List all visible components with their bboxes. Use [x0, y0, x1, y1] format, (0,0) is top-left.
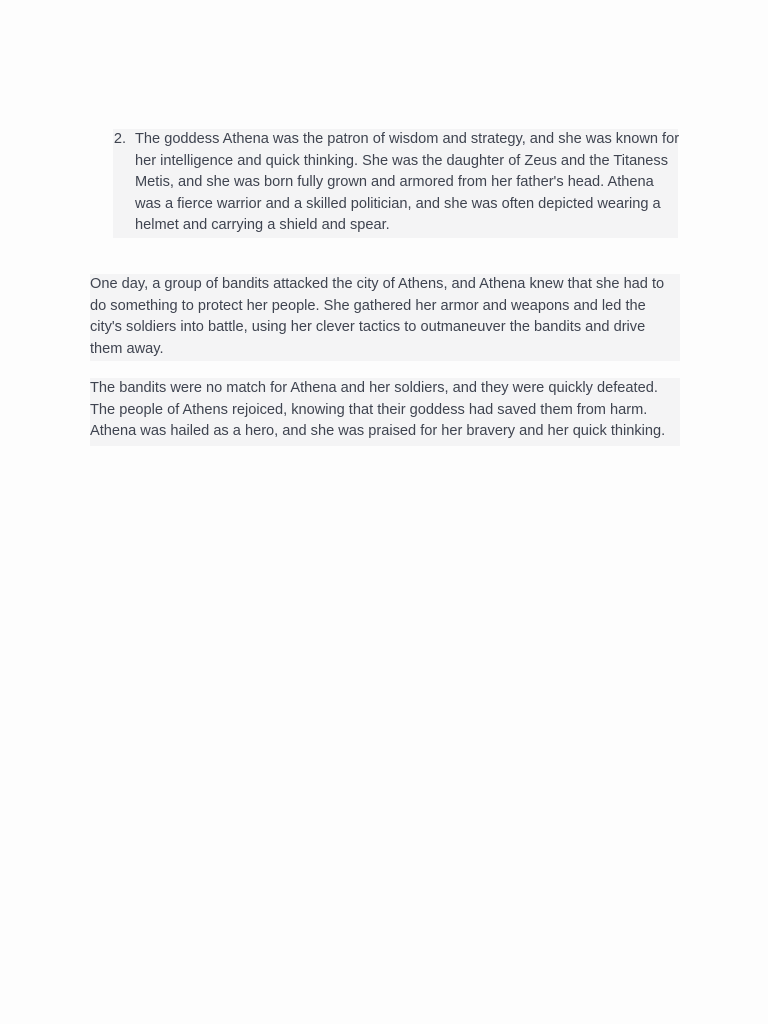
list-item-text: The goddess Athena was the patron of wisdom and strategy, and she was known for her intelligence and quick thinking. She was the daughter of Zeus and the Titaness Metis, and she was born fully grown and armored from her father's head. Athena was a fierce warrior and a skilled politician, and she was often depicted wearing a helmet and carrying a shield and spear.: [135, 131, 680, 234]
paragraph-victory: The bandits were no match for Athena and her soldiers, and they were quickly defeated. The people of Athens rejoiced, knowing that their goddess had saved them from harm. Athena was hailed as a hero, and she was praised for her bravery and her quick thinking.: [90, 378, 680, 446]
paragraph-bandit-attack: One day, a group of bandits attacked the city of Athens, and Athena knew that she had to do something to protect her people. She gathered her armor and weapons and led the city's soldiers into battle, using her clever tactics to outmaneuver the bandits and drive them away.: [90, 274, 680, 361]
list-item-number: 2.: [113, 131, 126, 147]
numbered-list-item: [113, 129, 678, 238]
